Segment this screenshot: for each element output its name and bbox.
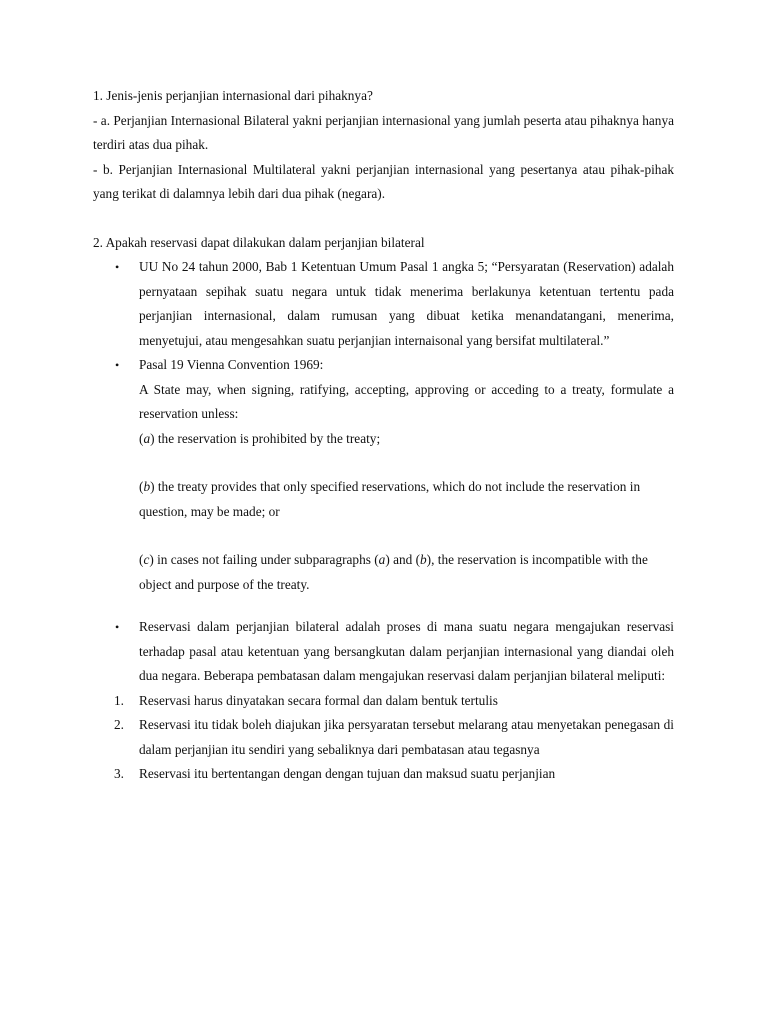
spacer (139, 451, 674, 475)
question-1-heading: 1. Jenis-jenis perjanjian internasional dari pihaknya? (93, 88, 373, 103)
list-number: 2. (114, 717, 124, 732)
subparagraph-b: (b) the treaty provides that only specified reservations, which do not include the reservation in question, may be made; or (139, 479, 641, 519)
document-page (93, 84, 674, 787)
numbered-item-1 (93, 689, 674, 714)
sub-letter-a: a (143, 430, 151, 446)
numbered-text-2: Reservasi itu tidak boleh diajukan jika persyaratan tersebut melarang atau menyetakan penegasan di dalam perjanjian itu sendiri yang sebaliknya dari pembatasan atau tegasnya (139, 717, 674, 757)
question-1-answer-b: - b. Perjanjian Internasional Multilateral yakni perjanjian internasional yang pesertanya atau pihak-pihak yang terikat di dalamnya lebih dari dua pihak (negara). (93, 161, 674, 201)
spacer (93, 597, 674, 615)
vienna-intro: A State may, when signing, ratifying, accepting, approving or acceding to a treaty, formulate a reservation unless: (139, 381, 674, 421)
sub-letter-b: b (143, 479, 151, 494)
spacer (93, 207, 674, 231)
numbered-text-1: Reservasi harus dinyatakan secara formal dan dalam bentuk tertulis (139, 692, 498, 708)
numbered-item-2 (93, 713, 674, 762)
question-1-answer-a: - a. Perjanjian Internasional Bilateral yakni perjanjian internasional yang jumlah peserta atau pihaknya hanya terdiri atas dua pihak. (93, 112, 674, 152)
numbered-item-3 (93, 762, 674, 787)
bullet-item-uu (93, 255, 674, 353)
bullet-text-bilateral: Reservasi dalam perjanjian bilateral adalah proses di mana suatu negara mengajukan reservasi terhadap pasal atau ketentuan yang bersangkutan dalam perjanjian internasional yang diandai oleh dua negara. Beberapa pembatasan dalam mengajukan reservasi dalam perjanjian bilateral meliputi: (139, 619, 674, 683)
list-number: 3. (114, 766, 124, 781)
question-2-heading: 2. Apakah reservasi dapat dilakukan dalam perjanjian bilateral (93, 234, 425, 250)
list-number: 1. (114, 692, 124, 708)
sub-letter-c: c (143, 552, 150, 567)
subparagraph-a: (a) the reservation is prohibited by the treaty; (139, 430, 381, 446)
bullet-item-bilateral (93, 615, 674, 689)
bullet-title-vienna: Pasal 19 Vienna Convention 1969: (139, 357, 324, 372)
subparagraph-c: (c) in cases not failing under subparagraphs (a) and (b), the reservation is incompatible with the object and purpose of the treaty. (139, 552, 648, 592)
bullet-marker: • (115, 260, 120, 274)
spacer (139, 524, 674, 548)
bullet-text-uu: UU No 24 tahun 2000, Bab 1 Ketentuan Umum Pasal 1 angka 5; “Persyaratan (Reservation) adalah pernyataan sepihak suatu negara untuk tidak menerima berlakunya ketentuan tertentu pada perjanjian internasional, dalam rumusan yang dibuat ketika menandatangani, menerima, menyetujui, atau mengesahkan suatu perjanjian internaisonal yang bersifat multilateral.” (139, 259, 674, 348)
bullet-item-vienna (93, 353, 674, 597)
bullet-marker: • (115, 358, 120, 372)
numbered-text-3: Reservasi itu bertentangan dengan dengan tujuan dan maksud suatu perjanjian (139, 766, 556, 781)
bullet-marker: • (115, 620, 120, 634)
